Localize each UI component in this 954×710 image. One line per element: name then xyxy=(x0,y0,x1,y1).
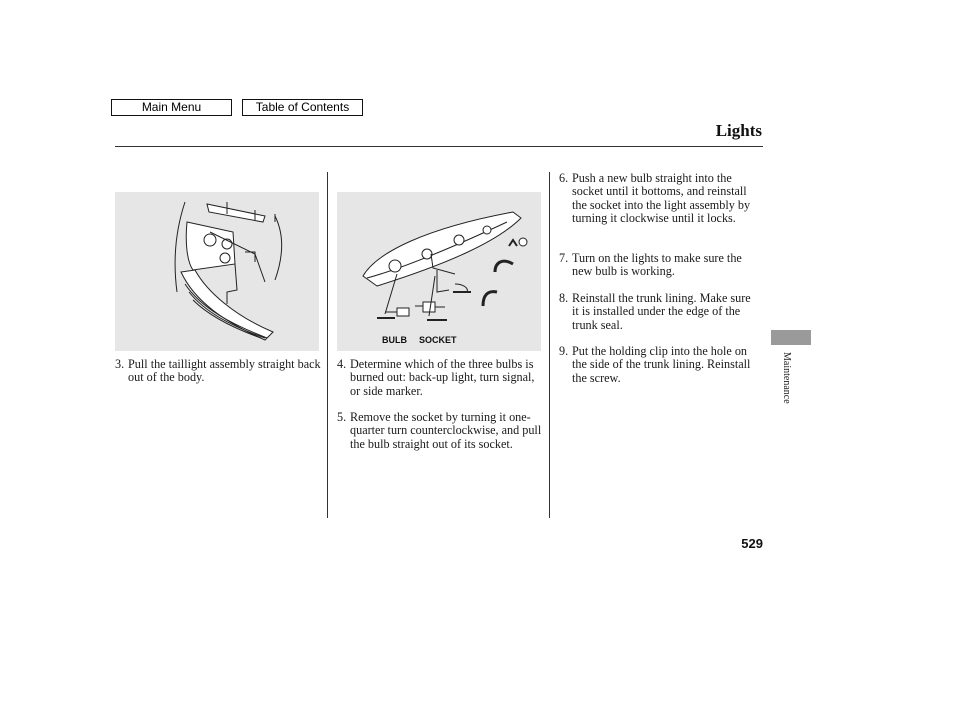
main-menu-button[interactable]: Main Menu xyxy=(111,99,232,116)
socket-label: SOCKET xyxy=(419,335,457,345)
table-of-contents-button[interactable]: Table of Contents xyxy=(242,99,363,116)
step-text: Put the holding clip into the hole on the side of the trunk lining. Reinstall the screw. xyxy=(572,344,751,385)
column-divider xyxy=(549,172,550,518)
step-text: Determine which of the three bulbs is burned out: back-up light, turn signal, or side marker. xyxy=(350,357,535,398)
step-text: Reinstall the trunk lining. Make sure it is installed under the edge of the trunk seal. xyxy=(572,291,751,332)
step-number: 3. xyxy=(115,357,125,371)
bulb-label: BULB xyxy=(382,335,407,345)
step-text: Turn on the lights to make sure the new bulb is working. xyxy=(572,251,742,279)
bulb-socket-illustration xyxy=(337,192,541,351)
taillight-removal-illustration xyxy=(115,192,319,351)
step-5 xyxy=(337,411,547,451)
step-number: 8. xyxy=(559,291,569,305)
step-number: 4. xyxy=(337,357,347,371)
step-number: 5. xyxy=(337,410,347,424)
step-text: Pull the taillight assembly straight back out of the body. xyxy=(128,357,321,385)
step-7 xyxy=(559,252,759,279)
step-text: Push a new bulb straight into the socket until it bottoms, and reinstall the socket into the light assembly by turning it clockwise until it locks. xyxy=(572,171,751,225)
step-9 xyxy=(559,345,759,385)
step-4 xyxy=(337,358,547,398)
step-text: Remove the socket by turning it one-quarter turn counterclockwise, and pull the bulb straight out of its socket. xyxy=(350,410,542,451)
step-3 xyxy=(115,358,325,385)
step-number: 6. xyxy=(559,171,569,185)
title-divider xyxy=(115,146,763,147)
step-number: 9. xyxy=(559,344,569,358)
section-tab-marker xyxy=(771,330,811,345)
taillight-removal-drawing xyxy=(115,192,319,351)
step-number: 7. xyxy=(559,251,569,265)
section-tab-label: Maintenance xyxy=(781,352,792,404)
step-8 xyxy=(559,292,759,332)
bulb-socket-drawing xyxy=(337,192,541,351)
page-number: 529 xyxy=(741,536,763,551)
page-title: Lights xyxy=(715,121,762,140)
column-divider xyxy=(327,172,328,518)
step-6 xyxy=(559,172,759,225)
